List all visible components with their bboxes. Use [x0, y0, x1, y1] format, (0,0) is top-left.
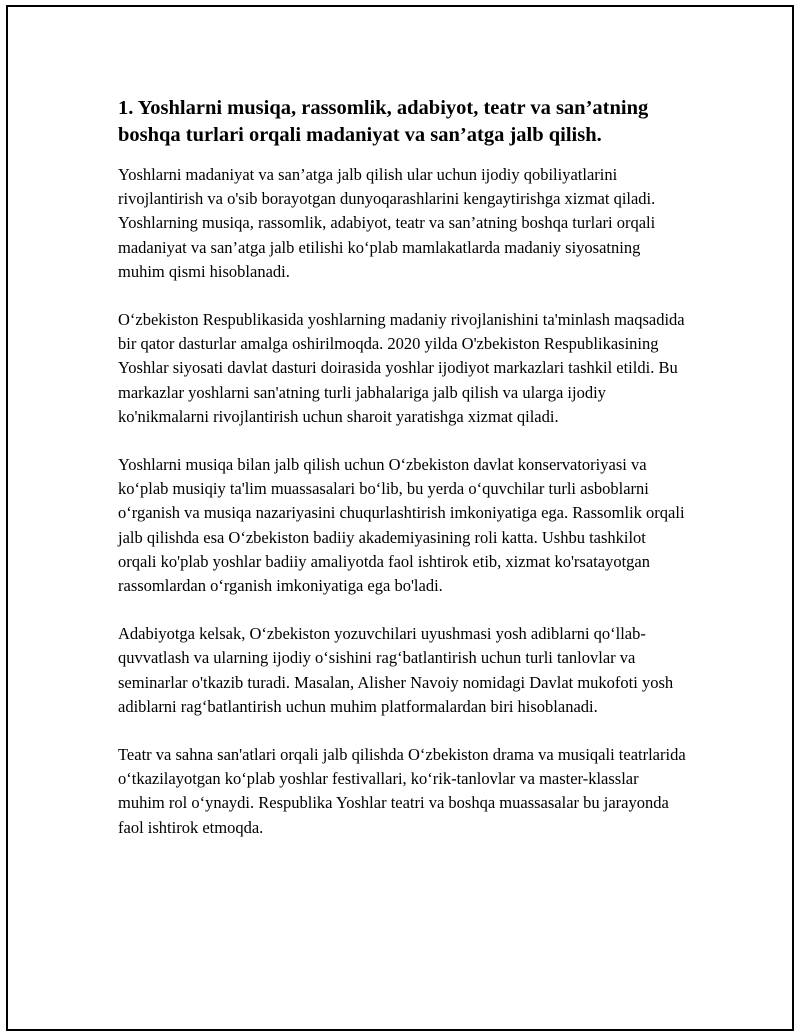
- section-heading: 1. Yoshlarni musiqa, rassomlik, adabiyot, teatr va san’atning boshqa turlari orqali madaniyat va san’atga jalb qilish.: [118, 97, 649, 146]
- paragraph-1: Yoshlarni madaniyat va san’atga jalb qilish ular uchun ijodiy qobiliyatlarini rivojlantirish va o'sib borayotgan dunyoqarashlarini kengaytirishga xizmat qiladi. Yoshlarning musiqa, rassomlik, adabiyot, teatr va san’atning boshqa turlari orqali madaniyat va san’atga jalb etilishi ko‘plab mamlakatlarda madaniy siyosatning muhim qismi hisoblanadi.: [118, 165, 656, 281]
- paragraph-2: O‘zbekiston Respublikasida yoshlarning madaniy rivojlanishini ta'minlash maqsadida bir qator dasturlar amalga oshirilmoqda. 2020 yilda O'zbekiston Respublikasining Yoshlar siyosati davlat dasturi doirasida yoshlar ijodiyot markazlari tashkil etildi. Bu markazlar yoshlarni san'atning turli jabhalariga jalb qilish va ularga ijodiy ko'nikmalarni rivojlantirish uchun sharoit yaratishga xizmat qiladi.: [118, 310, 685, 426]
- paragraph-3: Yoshlarni musiqa bilan jalb qilish uchun O‘zbekiston davlat konservatoriyasi va ko‘plab musiqiy ta'lim muassasalari bo‘lib, bu yerda o‘quvchilar turli asboblarni o‘rganish va musiqa nazariyasini chuqurlashtirish imkoniyatiga ega. Rassomlik orqali jalb qilishda esa O‘zbekiston badiiy akademiyasining roli katta. Ushbu tashkilot orqali ko'plab yoshlar badiiy amaliyotda faol ishtirok etib, xizmat ko'rsatayotgan rassomlardan o‘rganish imkoniyatiga ega bo'ladi.: [118, 455, 685, 596]
- paragraph-5: Teatr va sahna san'atlari orqali jalb qilishda O‘zbekiston drama va musiqali teatrlarida o‘tkazilayotgan ko‘plab yoshlar festivallari, ko‘rik-tanlovlar va master-klasslar muhim rol o‘ynaydi. Respublika Yoshlar teatri va boshqa muassasalar bu jarayonda faol ishtirok etmoqda.: [118, 745, 686, 837]
- document-body: [118, 95, 688, 864]
- paragraph-4: Adabiyotga kelsak, O‘zbekiston yozuvchilari uyushmasi yosh adiblarni qo‘llab-quvvatlash va ularning ijodiy o‘sishini rag‘batlantirish uchun turli tanlovlar va seminarlar o'tkazib turadi. Masalan, Alisher Navoiy nomidagi Davlat mukofoti yosh adiblarni rag‘batlantirish uchun muhim platformalardan biri hisoblanadi.: [118, 624, 674, 716]
